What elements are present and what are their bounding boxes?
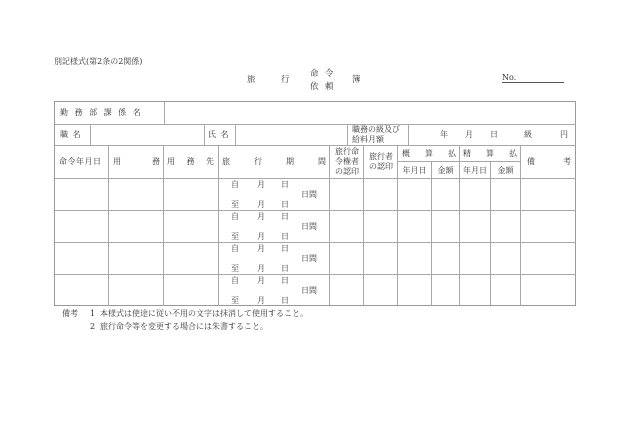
note-number: 1 [90, 309, 96, 318]
col-advance-date: 年月日 [402, 166, 427, 175]
col-order-date: 命令年月日 [59, 157, 102, 166]
department-label: 勤 務 部 課 係 名 [60, 108, 143, 117]
grade-label-line2: 給料月額 [352, 135, 384, 144]
col-settlement-date: 年月日 [463, 166, 487, 175]
position-field[interactable] [91, 125, 204, 145]
position-label: 職 名 [60, 130, 82, 139]
department-field[interactable] [165, 102, 576, 124]
title-char: 令 [325, 69, 334, 79]
col-remarks: 備 考 [527, 157, 571, 166]
title-char: 頼 [325, 82, 334, 92]
number-field[interactable] [502, 82, 564, 83]
number-label: No. [502, 73, 517, 82]
title-char: 依 [310, 82, 319, 92]
col-advance-payment: 概 算 払 [402, 149, 456, 158]
col-travel-period: 旅 行 期 間 [222, 157, 326, 166]
title-char: 旅 [247, 75, 256, 85]
col-settlement-payment: 精 算 払 [463, 149, 517, 158]
notes-label: 備考 [62, 309, 78, 318]
col-destination: 用 務 先 [167, 157, 214, 166]
title-char: 命 [310, 69, 319, 79]
title-char: 行 [281, 75, 290, 85]
name-label: 氏 名 [208, 130, 230, 139]
name-field[interactable] [236, 125, 347, 145]
note-text: 旅行命令等を変更する場合には朱書すること。 [100, 322, 268, 331]
col-advance-amount: 金額 [437, 166, 454, 175]
note-number: 2 [90, 322, 96, 331]
col-business: 用 務 [113, 157, 160, 166]
col-settlement-amount: 金額 [497, 166, 514, 175]
form-reference: 別記様式(第2条の2関係) [54, 57, 143, 66]
note-text: 本様式は使途に従い不用の文字は抹消して使用すること。 [100, 309, 308, 318]
grade-label-line1: 職務の級及び [352, 125, 400, 134]
travel-order-form: 勤 務 部 課 係 名 職 名 氏 名 職務の級及び 給料月額 年 月 日 級 円 命令年月日 用 務 用 務 先 旅 行 期 間 旅行命 令権者 の認印 旅行者 の認印 概 算 払 年月日 金額 精 算 払 年月日 金額 備 考 自 月 日 日間 至 月 日 自 月 日 日間 至 月 日 自 月 日 日間 至 月 日 自 月 日 日間 至 月 日 [54, 101, 576, 306]
title-char: 簿 [352, 75, 361, 85]
